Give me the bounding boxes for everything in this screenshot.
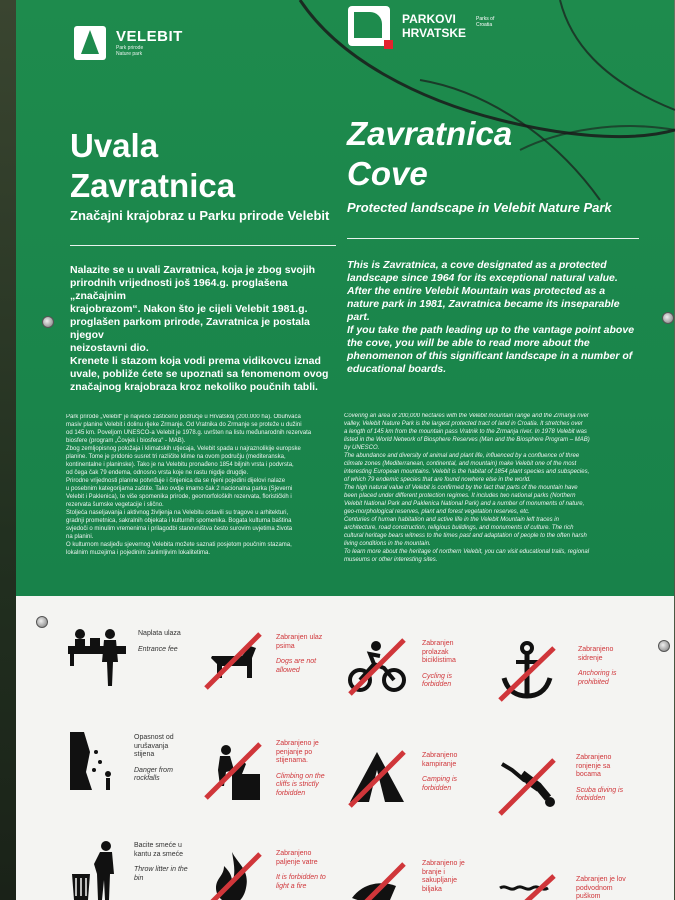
detail-hr-line: Zbog zemljopisnog položaja i klimatskih utjecaja, Velebit spada u najraznolikije europske <box>66 446 301 452</box>
lead-hr-line: značajnog krajobraza kroz nekoliko poučnih tabli. <box>70 381 318 393</box>
rule-en-line: forbidden <box>276 789 306 797</box>
subtitle-hr: Značajni krajobraz u Parku prirode Velebit <box>70 208 330 223</box>
rule-hr-line: Zabranjeno <box>578 646 614 653</box>
rule-en-line: light a fire <box>276 882 307 890</box>
title-en <box>347 114 512 194</box>
rule-label-spearfishing <box>576 876 626 900</box>
detail-en-line: Covering an area of 200,000 hectares with the Velebit mountain range and the Zrmanja river <box>344 413 589 419</box>
detail-hr-line: masiv planine Velebit i dolinu rijeke Zrmanje. Od Vratnika do Zrmanje se proteže u dužini <box>66 422 302 428</box>
rule-en-line: forbidden <box>576 795 606 802</box>
detail-en-line: been placed under different protection regimes. It includes two national parks (Northern <box>344 493 576 499</box>
rule-hr-line: penjanje po <box>276 748 313 756</box>
rule-hr-line: podvodnom <box>576 884 613 892</box>
detail-en-line: climate zones (Mediterranean, continental, and mountain) make Velebit one of the most <box>344 461 577 467</box>
rule-hr-line: branje i <box>422 868 445 876</box>
detail-en-line: museums or other interesting sites. <box>344 557 438 563</box>
detail-en-line: Centuries of human habitation and active life in the Velebit Mountain left traces in <box>344 517 559 523</box>
no-spearfishing-icon <box>496 866 558 900</box>
screw-icon <box>36 616 48 628</box>
detail-hr-line: svjedoči o minulim vremenima i prilagodbi stanovništva često surovim uvjetima života <box>66 526 293 532</box>
detail-en-line: a length of 145 km from the mountain pass Vratnik to the Zrmanja river. In 1978 Velebit was <box>344 429 587 435</box>
detail-hr-line: od 145 km. Povelјom UNESCO-a Velebit je 1978.g. uvršten na listu međunarodnih rezervata <box>66 430 312 436</box>
lead-en-line: nature park in 1981, Zavratnica became its inseparable <box>347 298 620 310</box>
rule-hr-line: Zabranjeno <box>422 752 458 759</box>
ticket-booth-icon <box>66 626 128 688</box>
lead-en-line: phenomenon of this significant landscape in a number of <box>347 350 633 362</box>
title-hr <box>70 126 235 206</box>
rule-hr-line: urušavanja <box>134 742 169 750</box>
rule-en-line: forbidden <box>422 784 452 792</box>
rule-hr-line: bilјaka <box>422 885 442 893</box>
detail-hr-line: Stoljeća naseljavanja i aktivnog življenja na Velebitu ostavili su tragove u arhitekturi, <box>66 510 289 516</box>
rule-en-line: prohibited <box>578 678 609 686</box>
detail-hr-line: Velebit i Paklenica), te više spomenika prirode, geomorfoloških rezervata, florističkih i <box>66 494 292 500</box>
rule-hr-line: Zabranjeno <box>276 850 312 857</box>
divider-hr <box>70 245 336 246</box>
detail-hr-line: Park prirode „Velebit“ je najveće zaštićeno područje u Hrvatskoj (200.000 ha). Obuhvaća <box>66 414 301 420</box>
rule-label-climbing <box>276 740 325 798</box>
detail-hr-line: gradnji prometnica, sakralnih objekata i kulturnih spomenika. Bogata kulturna baština <box>66 518 292 524</box>
rule-en-line: Scuba diving is <box>576 786 624 794</box>
lead-en-line: the cove, you will be able to read more about the <box>347 337 590 349</box>
detail-en-line: by UNESCO. <box>344 445 380 451</box>
detail-en-line: The high natural value of Velebit is confirmed by the fact that parts of the mountain have <box>344 485 578 491</box>
detail-hr-line: Prirodne vrijednosti planine potvrđuje i činjenica da se njeni pojedini dijelovi nalaze <box>66 478 286 484</box>
rule-label-anchoring <box>578 646 617 687</box>
title-en-line2: Cove <box>347 155 428 192</box>
rule-en-line: cliffs is strictly <box>276 781 319 788</box>
rule-en-line: allowed <box>276 666 300 674</box>
rule-hr-line: prolazak <box>422 648 449 656</box>
lead-hr-line: uvale, pobliže ćete se upoznati sa fenomenom ovog <box>70 368 329 380</box>
lead-text-hr <box>70 264 340 394</box>
detail-en-line: of which 79 endemic species that are found nowhere else in the world. <box>344 477 531 483</box>
detail-en-line: The abundance and diversity of animal and plant life, influenced by a confluence of three <box>344 453 580 459</box>
lead-hr-line: prirodnih vrijednosti još 1964.g. proglašena „značajnim <box>70 277 288 302</box>
rule-en-line: Anchoring is <box>578 670 617 677</box>
rule-hr-line: sakupljanje <box>422 877 458 884</box>
detail-hr-line: lokalnim muzejima i pojedinim zanimljivim lokalitetima. <box>66 550 211 556</box>
divider-en <box>347 238 639 239</box>
rule-hr-line: Zabranjeno <box>576 754 612 761</box>
rule-hr-line: Zabranjeno je <box>422 860 465 867</box>
rule-hr-line: Zabranjen ulaz <box>276 634 323 641</box>
rule-hr-line: sidrenje <box>578 654 603 662</box>
rule-en-line: Dogs are not <box>276 658 317 665</box>
rule-label-fire <box>276 850 326 891</box>
detail-text-hr <box>66 413 346 557</box>
detail-en-line: cultural heritage bears witness to the times past and adaptation of people to the often harsh <box>344 533 587 539</box>
subtitle-en: Protected landscape in Velebit Nature Park <box>347 200 612 215</box>
detail-text-en <box>344 412 649 564</box>
rule-hr-line: stijenama. <box>276 757 308 764</box>
rule-hr-line: biciklistima <box>422 657 456 664</box>
litter-bin-icon <box>66 840 128 900</box>
rule-en-line: It is forbidden to <box>276 874 326 881</box>
no-dogs-icon <box>202 630 264 692</box>
detail-hr-line: od čega čak 79 endema, odnosno vrsta koje ne rastu nigdje drugdje. <box>66 470 249 476</box>
lead-hr-line: neizostavni dio. <box>70 342 149 354</box>
rule-en-line: rockfalls <box>134 775 160 782</box>
rule-en-line: Throw litter in the <box>134 866 188 873</box>
detail-hr-line: O kulturnom nasljeđu sjevernog Velebita možete saznati posjetom poučnim stazama, <box>66 542 292 548</box>
lead-hr-line: Nalazite se u uvali Zavratnica, koja je zbog svojih <box>70 264 316 276</box>
screw-icon <box>42 316 54 328</box>
rule-hr-line: Naplata ulaza <box>138 630 181 637</box>
rule-label-cycling <box>422 640 456 690</box>
rule-en-line: Camping is <box>422 776 458 783</box>
velebit-logo-sub-hr: Park prirode <box>116 45 144 51</box>
lead-en-line: landscape since 1964 for its exceptional natural value. <box>347 272 618 284</box>
detail-en-line: architecture, road construction, religious buildings, and monuments of culture. The rich <box>344 525 574 531</box>
detail-en-line: living conditions in the mountain. <box>344 541 431 547</box>
no-fire-icon <box>202 848 264 900</box>
rule-label-dogs <box>276 634 322 675</box>
pph-line1: PARKOVI <box>402 12 456 26</box>
no-climbing-icon <box>202 740 264 802</box>
rule-hr-line: psima <box>276 642 295 650</box>
info-board <box>16 0 674 900</box>
parkovi-hrvatske-logo <box>348 6 495 46</box>
velebit-logo-name: VELEBIT <box>116 28 183 45</box>
rule-en-line: bin <box>134 874 144 882</box>
rule-hr-line: stijena <box>134 751 155 758</box>
lead-hr-line: proglašen parkom prirode, Zavratnica je postala njegov <box>70 316 310 341</box>
no-anchoring-icon <box>496 640 558 702</box>
lead-text-en <box>347 259 647 376</box>
rule-label-rockfall <box>134 734 174 784</box>
detail-en-line: Velebit National Park and Paklenica National Park) and a number of monuments of nature, <box>344 501 585 507</box>
rule-hr-line: paljenje vatre <box>276 858 318 866</box>
no-diving-icon <box>496 754 558 816</box>
rule-label-litter <box>134 842 188 883</box>
green-panel <box>16 0 674 600</box>
rule-hr-line: Zabranjen <box>422 640 454 647</box>
velebit-logo <box>74 26 183 60</box>
lead-en-line: If you take the path leading up to the vantage point above <box>347 324 635 336</box>
rule-label-camping <box>422 752 457 793</box>
lead-hr-line: krajobrazom“. Nakon što je cijeli Velebit 1981.g. <box>70 303 308 315</box>
title-hr-line1: Uvala <box>70 127 159 164</box>
rule-hr-line: Zabranjen je lov <box>576 876 626 883</box>
rule-hr-line: Opasnost od <box>134 734 174 741</box>
rule-label-diving <box>576 754 623 804</box>
rockfall-danger-icon <box>66 730 128 792</box>
rule-hr-line: kampiranje <box>422 760 457 768</box>
rule-hr-line: kantu za smeće <box>134 850 184 858</box>
rule-hr-line: ronjenje sa <box>576 762 611 770</box>
screw-icon <box>662 312 674 324</box>
rule-label-plants <box>422 860 465 894</box>
no-camping-icon <box>346 746 408 808</box>
detail-en-line: geo-morphological reserves, plant and forest vegetation reserves, etc. <box>344 509 530 515</box>
pph-tag1: Parks of <box>476 16 495 22</box>
detail-en-line: interesting European mountains. Velebit is the habitat of 1854 plant species and subspecies, <box>344 469 590 475</box>
detail-hr-line: kontinentalne i planinske). Tako je na Velebitu pronađeno 1854 biljnih vrsta i podvrsta, <box>66 462 294 468</box>
title-hr-line2: Zavratnica <box>70 167 236 204</box>
detail-hr-line: na planini. <box>66 534 94 540</box>
rule-en-line: Cycling is <box>422 672 452 680</box>
rule-en-line: forbidden <box>422 681 452 688</box>
rule-hr-line: puškom <box>576 893 601 900</box>
lead-en-line: part. <box>347 311 370 323</box>
detail-en-line: listed in the World Network of Biosphere Reserves (Man and the Biosphere Program – MAB) <box>344 437 590 443</box>
detail-hr-line: rezervata šumske vegetacije i slično. <box>66 502 164 508</box>
rule-hr-line: bocama <box>576 771 601 778</box>
rule-en-line: Climbing on the <box>276 772 325 780</box>
lead-hr-line: Krenete li stazom koja vodi prema vidikovcu iznad <box>70 355 321 367</box>
title-en-line1: Zavratnica <box>347 115 513 152</box>
lead-en-line: After the entire Velebit Mountain was protected as a <box>347 285 606 297</box>
detail-en-line: To learn more about the heritage of northern Velebit, you can visit educational trails, regional <box>344 549 590 555</box>
pph-tag2: Croatia <box>476 22 493 28</box>
rules-panel <box>16 596 674 900</box>
no-cycling-icon <box>346 636 408 698</box>
velebit-logo-sub-en: Nature park <box>116 51 143 57</box>
parks-of-croatia-icon <box>348 6 390 46</box>
rule-en-line: Danger from <box>134 766 173 774</box>
screw-icon <box>658 640 670 652</box>
lead-en-line: This is Zavratnica, a cove designated as a protected <box>347 259 607 271</box>
detail-en-line: valley, Velebit Nature Park is the largest protected tract of land in Croatia. It stretches over <box>344 421 583 427</box>
detail-hr-line: u posebnim kategorijama zaštite. Tako ovdje imamo čak 2 nacionalna parka (Sjeverni <box>66 486 293 492</box>
rule-label-entrance <box>138 630 181 654</box>
rule-hr-line: Bacite smeće u <box>134 842 182 849</box>
detail-hr-line: planine. Tome je pridonio susret tri različite klime na ovom području (mediteranska, <box>66 454 286 460</box>
no-plant-picking-icon <box>346 858 408 900</box>
tree-icon <box>74 26 106 60</box>
pph-line2: HRVATSKE <box>402 26 467 40</box>
lead-en-line: educational boards. <box>347 363 447 375</box>
rule-en-line: Entrance fee <box>138 645 178 653</box>
detail-hr-line: biosfere (program „Čovjek i biosfera“ - MAB). <box>66 438 186 444</box>
rule-hr-line: Zabranjeno je <box>276 740 319 747</box>
